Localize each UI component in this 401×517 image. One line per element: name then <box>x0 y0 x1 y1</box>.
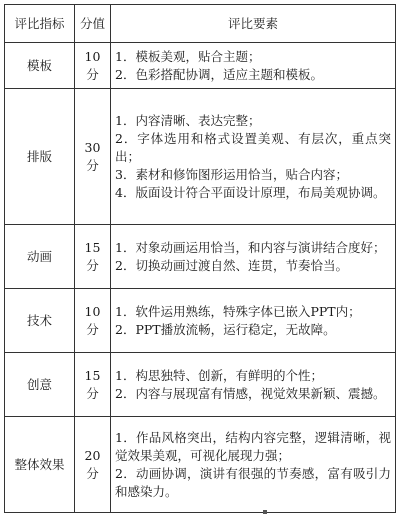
row-criteria <box>111 417 396 513</box>
header-item: 评比指标 <box>5 5 75 43</box>
criteria-line: 2．切换动画过渡自然、连贯，节奏恰当。 <box>115 257 348 273</box>
row-criteria <box>111 225 396 289</box>
criteria-line: 1．软件运用熟练，特殊字体已嵌入PPT内； <box>115 303 361 319</box>
row-score: 10分 <box>75 43 111 89</box>
criteria-line: 2．字体选用和格式设置美观、有层次，重点突出； <box>115 130 391 164</box>
row-score: 10分 <box>75 289 111 353</box>
row-criteria <box>111 89 396 225</box>
page-mark <box>263 510 267 514</box>
row-criteria <box>111 353 396 417</box>
criteria-line: 2．PPT播放流畅，运行稳定，无故障。 <box>115 321 336 337</box>
row-score: 20分 <box>75 417 111 513</box>
row-item: 排版 <box>5 89 75 225</box>
row-score: 30分 <box>75 89 111 225</box>
table-header-row <box>5 5 396 43</box>
criteria-line: 2．色彩搭配协调，适应主题和模板。 <box>115 66 323 82</box>
header-score: 分值 <box>75 5 111 43</box>
row-criteria <box>111 289 396 353</box>
row-score: 15分 <box>75 353 111 417</box>
evaluation-table <box>4 4 396 513</box>
criteria-line: 4．版面设计符合平面设计原理，布局美观协调。 <box>115 184 386 200</box>
criteria-line: 1．构思独特、创新，有鲜明的个性； <box>115 367 323 383</box>
criteria-line: 1．内容清晰、表达完整； <box>115 112 261 128</box>
row-item: 动画 <box>5 225 75 289</box>
criteria-line: 2．内容与展现富有情感，视觉效果新颖、震撼。 <box>115 385 386 401</box>
criteria-line: 1．模板美观，贴合主题； <box>115 48 261 64</box>
criteria-line: 2．动画协调，演讲有很强的节奏感，富有吸引力和感染力。 <box>115 465 391 499</box>
table-row <box>5 289 396 353</box>
row-item: 模板 <box>5 43 75 89</box>
table-row <box>5 417 396 513</box>
row-score: 15分 <box>75 225 111 289</box>
criteria-line: 1．作品风格突出，结构内容完整，逻辑清晰，视觉效果美观，可视化展现力强； <box>115 429 391 463</box>
table-row <box>5 353 396 417</box>
row-item: 技术 <box>5 289 75 353</box>
header-criteria: 评比要素 <box>111 5 396 43</box>
table-row <box>5 43 396 89</box>
row-criteria <box>111 43 396 89</box>
table-row <box>5 89 396 225</box>
criteria-line: 1．对象动画运用恰当，和内容与演讲结合度好； <box>115 239 386 255</box>
row-item: 整体效果 <box>5 417 75 513</box>
row-item: 创意 <box>5 353 75 417</box>
criteria-line: 3．素材和修饰图形运用恰当，贴合内容； <box>115 166 348 182</box>
table-row <box>5 225 396 289</box>
